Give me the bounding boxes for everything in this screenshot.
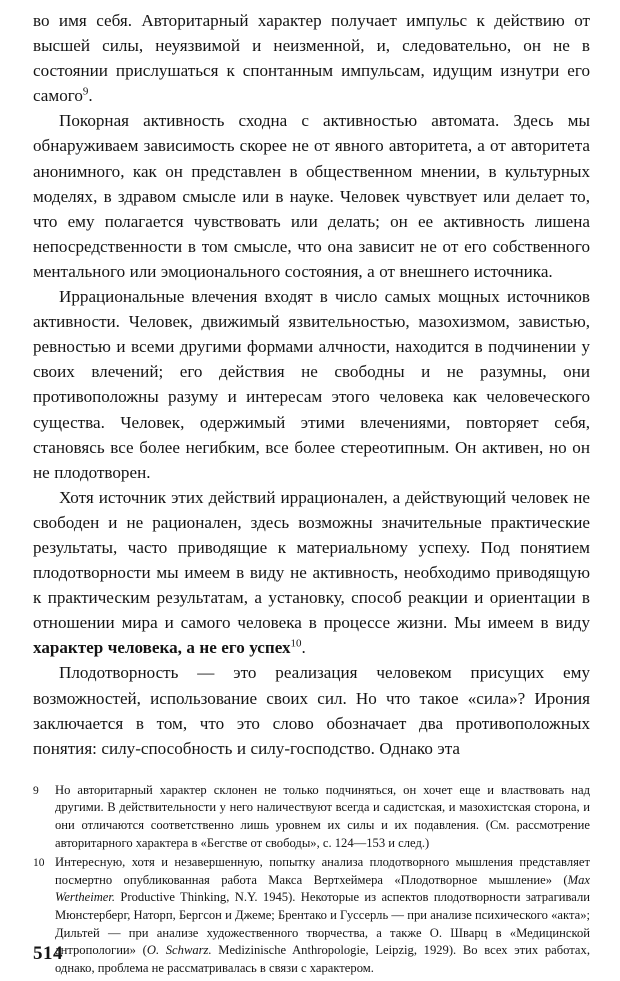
footnote-text-run: Medizinische Anthropologie, Leipzig, 1929). Во всех этих работах, однако, проблема не рассматривалась в связи с характером. — [55, 943, 590, 975]
footnote-text-run: O. Schwarz. — [146, 943, 212, 958]
paragraph-1 — [33, 8, 590, 108]
body-text-block — [33, 8, 590, 761]
paragraph-1-tail: . — [88, 86, 93, 106]
footnote-ref-9: 9 — [82, 85, 89, 98]
footnote-text — [55, 854, 590, 977]
footnotes-block — [33, 782, 590, 978]
paragraph-3 — [33, 284, 590, 485]
footnote-number: 10 — [33, 857, 45, 870]
paragraph-2 — [33, 108, 590, 284]
paragraph-5 — [33, 660, 590, 760]
paragraph-3-text: Иррациональные влечения входят в число самых мощных источников активности. Человек, движимый язвительностью, мазохизмом, завистью, ревностью и всеми другими формами алчности, находится в подчинении у своих влечений; его действия не свободны и не разумны, они противоположны разуму и интересам этого человека как человеческого существа. Человек, одержимый этими влечениями, повторяет себя, становясь все более негибким, все более стереотипным. Он активен, но он не плодотворен. — [33, 287, 590, 482]
footnote-item — [33, 782, 590, 852]
paragraph-1-text: во имя себя. Авторитарный характер получает импульс к действию от высшей силы, неуязвимой и неизменной, и, следовательно, он не в состоянии прислушаться к спонтанным импульсам, идущим изнутри его самого — [33, 11, 590, 106]
paragraph-4-text: Хотя источник этих действий иррационален, а действующий человек не свободен и не рационален, здесь возможны значительные практические результаты, часто приводящие к материальному успеху. Под понятием плодотворности мы имеем в виду не активность, необходимо приводящую к практическим результатам, а установку, способ реакции и ориентации в отношении мира и самого человека в процессе жизни. Мы имеем в виду — [33, 487, 590, 633]
footnote-text: Но авторитарный характер склонен не только подчиняться, он хочет еще и властвовать над другими. В действительности у него наличествуют всегда и садистская, и мазохистская сторона, и они отличаются соответственно лишь уровнем их силы и их подавления. (См. рассмотрение авторитарного характера в «Бегстве от свободы», с. 124—153 и след.) — [55, 782, 590, 850]
paragraph-5-text: Плодотворность — это реализация человеком присущих ему возможностей, использование своих сил. Но что такое «сила»? Ирония заключается в том, что это слово обозначает два противоположных понятия: силу-способность и силу-господство. Однако эта — [33, 663, 590, 758]
page-number: 514 — [33, 943, 63, 964]
footnote-number: 9 — [33, 784, 39, 797]
footnote-text-run: Productive Thinking, N.Y. 1945). Некоторые из аспектов плодотворности затрагивали Мюнстерберг, Наторп, Бергсон и Джеме; Брентако и Гуссерль — при анализе психического «акта»; Дильтей — при анализе художественного творчества, а также О. Шварц в «Медицинской антропологии» ( — [55, 890, 590, 958]
paragraph-2-text: Покорная активность сходна с активностью автомата. Здесь мы обнаруживаем зависимость скорее не от явного авторитета, а от авторитета анонимного, как он представлен в общественном мнении, в культурных моделях, в здравом смысле или в науке. Человек чувствует или делает то, что ему полагается чувствовать или делать; он ее активность лишена непосредственности в том смысле, что она зависит не от его собственного ментального или эмоционального состояния, а от внешнего источника. — [33, 111, 590, 281]
footnote-text-run: Max Wertheimer. — [55, 872, 590, 905]
footnote-item — [33, 854, 590, 977]
paragraph-4-tail: . — [301, 638, 306, 658]
footnote-ref-10: 10 — [290, 637, 302, 650]
paragraph-4 — [33, 485, 590, 661]
footnote-text-run: Интересную, хотя и незавершенную, попытку анализа плодотворного мышления представляет посмертно опубликованная работа Макса Вертхеймера «Плодотворное мышление» ( — [55, 855, 590, 887]
paragraph-4-emphasis: характер человека, а не его успех — [33, 638, 291, 658]
